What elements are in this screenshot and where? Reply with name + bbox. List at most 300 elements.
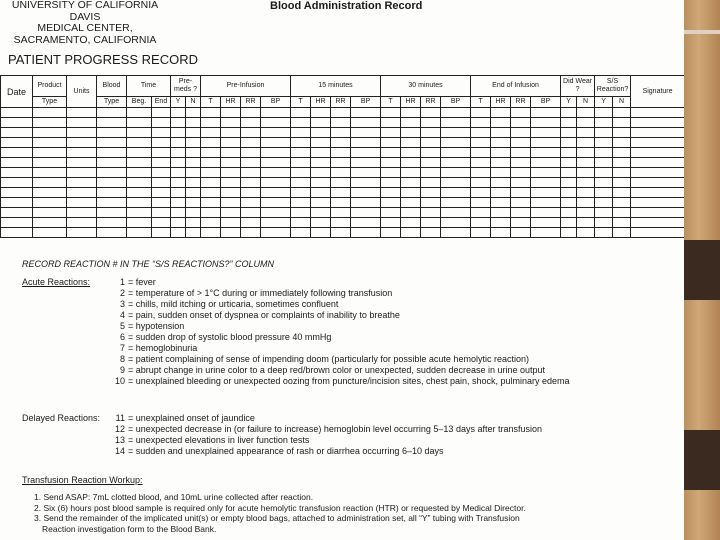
subheader-cell: Beg. xyxy=(127,97,152,108)
table-cell xyxy=(291,138,311,148)
table-cell xyxy=(595,148,613,158)
table-cell xyxy=(441,118,471,128)
table-cell xyxy=(351,188,381,198)
institution-line: SACRAMENTO, CALIFORNIA xyxy=(13,33,157,46)
table-cell xyxy=(401,188,421,198)
table-cell xyxy=(127,158,152,168)
reaction-text: = unexpected decrease in (or failure to increase) hemoglobin level occurring 5–13 days after transfusion xyxy=(128,424,542,434)
subheader-cell: BP xyxy=(351,97,381,108)
table-cell xyxy=(561,228,577,238)
reaction-text: = sudden and unexplained appearance of rash or diarrhea occurring 6–10 days xyxy=(128,446,444,456)
table-cell xyxy=(152,228,171,238)
table-cell xyxy=(331,128,351,138)
table-cell xyxy=(441,148,471,158)
table-cell xyxy=(421,188,441,198)
table-cell xyxy=(261,218,291,228)
table-cell xyxy=(186,218,201,228)
table-cell xyxy=(511,198,531,208)
table-cell xyxy=(577,208,595,218)
table-cell xyxy=(421,198,441,208)
table-cell xyxy=(531,158,561,168)
table-cell xyxy=(351,218,381,228)
table-cell xyxy=(401,138,421,148)
reaction-number: 7 xyxy=(119,343,125,353)
table-cell xyxy=(261,228,291,238)
table-cell xyxy=(401,198,421,208)
workup-line: 1. Send ASAP: 7mL clotted blood, and 10mL urine collected after reaction. xyxy=(34,492,314,502)
table-row xyxy=(1,158,685,168)
table-cell xyxy=(311,198,331,208)
table-cell xyxy=(421,218,441,228)
table-cell xyxy=(33,228,67,238)
table-cell xyxy=(241,228,261,238)
table-cell xyxy=(186,168,201,178)
workup-line: Reaction investigation form to the Blood Bank. xyxy=(42,523,217,534)
table-cell xyxy=(577,108,595,118)
table-cell xyxy=(331,188,351,198)
table-cell xyxy=(577,218,595,228)
table-cell xyxy=(186,108,201,118)
reaction-text: = pain, sudden onset of dyspnea or complaints of inability to breathe xyxy=(128,310,400,320)
table-cell xyxy=(67,218,97,228)
table-cell xyxy=(471,218,491,228)
table-cell xyxy=(613,188,631,198)
table-cell xyxy=(441,228,471,238)
table-cell xyxy=(381,158,401,168)
table-cell xyxy=(441,138,471,148)
table-cell xyxy=(152,118,171,128)
table-cell xyxy=(1,218,33,228)
acute-label: Acute Reactions: xyxy=(22,277,91,287)
table-cell xyxy=(152,108,171,118)
table-cell xyxy=(67,108,97,118)
table-cell xyxy=(291,228,311,238)
table-cell xyxy=(421,138,441,148)
table-cell xyxy=(261,108,291,118)
table-cell xyxy=(97,108,127,118)
table-cell xyxy=(97,118,127,128)
delayed-list xyxy=(105,413,542,457)
table-cell xyxy=(33,178,67,188)
header-date: Date xyxy=(1,76,33,108)
table-cell xyxy=(595,128,613,138)
reaction-item xyxy=(105,435,542,446)
table-cell xyxy=(33,158,67,168)
table-cell xyxy=(221,148,241,158)
table-cell xyxy=(261,148,291,158)
table-cell xyxy=(1,178,33,188)
header-did-wear: Did Wear ? xyxy=(561,76,595,97)
table-cell xyxy=(577,158,595,168)
table-cell xyxy=(67,208,97,218)
reaction-item xyxy=(105,343,570,354)
reaction-item xyxy=(105,365,570,376)
table-cell xyxy=(221,208,241,218)
table-cell xyxy=(33,218,67,228)
table-cell xyxy=(311,118,331,128)
table-cell xyxy=(471,188,491,198)
table-cell xyxy=(127,218,152,228)
table-cell xyxy=(401,158,421,168)
table-cell xyxy=(221,118,241,128)
table-row xyxy=(1,128,685,138)
table-cell xyxy=(577,118,595,128)
table-cell xyxy=(186,208,201,218)
table-cell xyxy=(613,198,631,208)
subheader-cell: Y xyxy=(561,97,577,108)
table-cell xyxy=(201,178,221,188)
table-cell xyxy=(127,128,152,138)
table-cell xyxy=(1,228,33,238)
table-cell xyxy=(1,108,33,118)
table-cell xyxy=(351,128,381,138)
table-cell xyxy=(381,168,401,178)
header-ss-reaction: S/S Reaction? xyxy=(595,76,631,97)
table-cell xyxy=(511,188,531,198)
table-cell xyxy=(401,118,421,128)
table-cell xyxy=(561,178,577,188)
table-cell xyxy=(491,228,511,238)
header-premeds: Pre- meds ? xyxy=(171,76,201,97)
subheader-cell: End xyxy=(152,97,171,108)
table-cell xyxy=(291,128,311,138)
table-cell xyxy=(381,128,401,138)
workup-line: 2. Six (6) hours post blood sample is required only for acute hemolytic transfusion reaction (HTR) or requested by Medical Director. xyxy=(34,502,526,513)
subheader-cell: BP xyxy=(441,97,471,108)
table-cell xyxy=(531,148,561,158)
table-cell xyxy=(491,208,511,218)
table-row xyxy=(1,218,685,228)
table-cell xyxy=(97,138,127,148)
table-cell xyxy=(595,228,613,238)
table-row xyxy=(1,208,685,218)
table-cell xyxy=(67,128,97,138)
table-cell xyxy=(491,218,511,228)
table-cell xyxy=(311,108,331,118)
table-cell xyxy=(221,138,241,148)
table-cell xyxy=(401,178,421,188)
table-cell xyxy=(127,178,152,188)
table-cell xyxy=(401,128,421,138)
reaction-number: 14 xyxy=(114,446,125,456)
table-cell xyxy=(351,108,381,118)
table-cell xyxy=(261,188,291,198)
table-cell xyxy=(171,208,186,218)
table-cell xyxy=(311,188,331,198)
table-cell xyxy=(631,118,684,128)
instructions-title: RECORD REACTION # IN THE “S/S REACTIONS?” COLUMN xyxy=(22,259,275,269)
table-cell xyxy=(311,138,331,148)
section-title: PATIENT PROGRESS RECORD xyxy=(8,52,198,67)
table-cell xyxy=(221,168,241,178)
table-cell xyxy=(152,158,171,168)
table-cell xyxy=(241,108,261,118)
table-cell xyxy=(631,158,684,168)
table-cell xyxy=(561,188,577,198)
table-cell xyxy=(577,148,595,158)
table-cell xyxy=(152,208,171,218)
subheader-cell: Type xyxy=(33,97,67,108)
table-cell xyxy=(67,178,97,188)
table-cell xyxy=(531,118,561,128)
table-cell xyxy=(186,228,201,238)
table-cell xyxy=(331,138,351,148)
table-cell xyxy=(441,168,471,178)
table-cell xyxy=(421,208,441,218)
header-15-minutes: 15 minutes xyxy=(291,76,381,97)
table-cell xyxy=(381,138,401,148)
table-cell xyxy=(471,178,491,188)
table-cell xyxy=(331,148,351,158)
table-cell xyxy=(441,108,471,118)
table-cell xyxy=(511,108,531,118)
table-cell xyxy=(97,168,127,178)
table-cell xyxy=(127,168,152,178)
table-cell xyxy=(201,108,221,118)
reaction-text: = patient complaining of sense of impending doom (particularly for possible acute hemolytic reaction) xyxy=(128,354,529,364)
table-cell xyxy=(631,128,684,138)
table-cell xyxy=(613,228,631,238)
table-cell xyxy=(241,148,261,158)
table-cell xyxy=(421,178,441,188)
table-cell xyxy=(67,228,97,238)
table-cell xyxy=(33,148,67,158)
table-cell xyxy=(441,128,471,138)
table-cell xyxy=(471,228,491,238)
table-cell xyxy=(561,218,577,228)
subheader-cell: HR xyxy=(221,97,241,108)
wood-stripe xyxy=(684,30,720,34)
table-cell xyxy=(511,118,531,128)
table-cell xyxy=(152,138,171,148)
table-cell xyxy=(381,148,401,158)
table-cell xyxy=(595,208,613,218)
table-cell xyxy=(331,118,351,128)
table-cell xyxy=(511,148,531,158)
table-cell xyxy=(351,138,381,148)
table-cell xyxy=(127,228,152,238)
table-cell xyxy=(127,148,152,158)
table-row xyxy=(1,178,685,188)
delayed-label: Delayed Reactions: xyxy=(22,413,101,423)
table-cell xyxy=(1,188,33,198)
reaction-item xyxy=(105,424,542,435)
table-cell xyxy=(67,168,97,178)
table-cell xyxy=(561,198,577,208)
table-cell xyxy=(261,158,291,168)
table-cell xyxy=(1,148,33,158)
table-cell xyxy=(577,228,595,238)
table-cell xyxy=(511,218,531,228)
table-cell xyxy=(241,138,261,148)
table-cell xyxy=(613,128,631,138)
table-cell xyxy=(613,208,631,218)
table-cell xyxy=(261,198,291,208)
table-cell xyxy=(127,118,152,128)
table-cell xyxy=(441,188,471,198)
reaction-text: = sudden drop of systolic blood pressure 40 mmHg xyxy=(128,332,332,342)
progress-table xyxy=(0,75,684,238)
table-cell xyxy=(613,148,631,158)
table-cell xyxy=(67,188,97,198)
subheader-cell: Y xyxy=(595,97,613,108)
table-cell xyxy=(201,148,221,158)
table-cell xyxy=(531,198,561,208)
reaction-number: 6 xyxy=(119,332,125,342)
subheader-cell: T xyxy=(471,97,491,108)
subheader-cell: N xyxy=(577,97,595,108)
subheader-cell: N xyxy=(186,97,201,108)
table-cell xyxy=(97,178,127,188)
table-cell xyxy=(491,128,511,138)
table-cell xyxy=(171,218,186,228)
institution-header xyxy=(10,0,160,46)
table-cell xyxy=(152,178,171,188)
table-cell xyxy=(1,138,33,148)
table-cell xyxy=(331,108,351,118)
table-cell xyxy=(311,128,331,138)
table-cell xyxy=(171,158,186,168)
reaction-number: 9 xyxy=(119,365,125,375)
table-cell xyxy=(97,218,127,228)
table-cell xyxy=(381,118,401,128)
table-cell xyxy=(201,218,221,228)
table-cell xyxy=(186,128,201,138)
table-cell xyxy=(291,178,311,188)
subheader-cell: HR xyxy=(491,97,511,108)
table-cell xyxy=(531,128,561,138)
table-cell xyxy=(351,228,381,238)
table-cell xyxy=(421,158,441,168)
table-cell xyxy=(381,218,401,228)
table-cell xyxy=(221,198,241,208)
table-cell xyxy=(613,218,631,228)
table-cell xyxy=(97,208,127,218)
table-cell xyxy=(97,158,127,168)
wood-background xyxy=(684,0,720,540)
table-cell xyxy=(201,228,221,238)
table-cell xyxy=(261,138,291,148)
table-cell xyxy=(127,108,152,118)
table-cell xyxy=(201,138,221,148)
subheader-cell: RR xyxy=(331,97,351,108)
table-cell xyxy=(201,118,221,128)
table-cell xyxy=(577,198,595,208)
subheader-cell: T xyxy=(201,97,221,108)
reaction-number: 13 xyxy=(114,435,125,445)
table-cell xyxy=(471,198,491,208)
workup-label: Transfusion Reaction Workup: xyxy=(22,475,143,485)
reaction-text: = hypotension xyxy=(128,321,185,331)
table-cell xyxy=(291,218,311,228)
table-cell xyxy=(595,218,613,228)
table-cell xyxy=(401,108,421,118)
reaction-item xyxy=(105,354,570,365)
table-cell xyxy=(381,208,401,218)
table-cell xyxy=(1,198,33,208)
table-row xyxy=(1,198,685,208)
reaction-item xyxy=(105,321,570,332)
table-cell xyxy=(67,148,97,158)
table-cell xyxy=(33,138,67,148)
subheader-cell: RR xyxy=(241,97,261,108)
subheader-cell: HR xyxy=(311,97,331,108)
table-cell xyxy=(401,218,421,228)
table-cell xyxy=(631,138,684,148)
table-cell xyxy=(491,118,511,128)
table-cell xyxy=(561,208,577,218)
table-cell xyxy=(171,178,186,188)
header-blood: Blood xyxy=(97,76,127,97)
table-cell xyxy=(311,208,331,218)
table-cell xyxy=(561,138,577,148)
reaction-item xyxy=(105,277,570,288)
table-cell xyxy=(631,198,684,208)
table-cell xyxy=(491,198,511,208)
table-cell xyxy=(511,178,531,188)
table-cell xyxy=(311,178,331,188)
table-cell xyxy=(531,168,561,178)
table-cell xyxy=(67,118,97,128)
table-cell xyxy=(152,128,171,138)
table-cell xyxy=(221,158,241,168)
table-cell xyxy=(221,128,241,138)
table-row xyxy=(1,168,685,178)
table-cell xyxy=(595,158,613,168)
table-cell xyxy=(491,108,511,118)
table-cell xyxy=(561,148,577,158)
table-cell xyxy=(421,228,441,238)
table-cell xyxy=(171,108,186,118)
table-cell xyxy=(331,208,351,218)
reaction-number: 4 xyxy=(119,310,125,320)
table-cell xyxy=(631,208,684,218)
table-cell xyxy=(531,218,561,228)
table-cell xyxy=(1,168,33,178)
table-cell xyxy=(152,218,171,228)
header-signature: Signature xyxy=(631,76,684,108)
header-time: Time xyxy=(127,76,171,97)
table-cell xyxy=(311,168,331,178)
table-cell xyxy=(186,198,201,208)
wood-stripe xyxy=(684,430,720,490)
table-cell xyxy=(201,208,221,218)
table-cell xyxy=(127,188,152,198)
subheader-cell: T xyxy=(381,97,401,108)
table-cell xyxy=(561,128,577,138)
reaction-item xyxy=(105,288,570,299)
table-cell xyxy=(577,188,595,198)
table-cell xyxy=(97,188,127,198)
table-cell xyxy=(33,108,67,118)
table-cell xyxy=(186,138,201,148)
table-cell xyxy=(491,138,511,148)
reaction-text: = abrupt change in urine color to a deep red/brown color or unexpected, sudden decrease in urine output xyxy=(128,365,546,375)
table-cell xyxy=(531,138,561,148)
table-cell xyxy=(491,168,511,178)
table-cell xyxy=(595,138,613,148)
table-cell xyxy=(201,168,221,178)
table-cell xyxy=(152,188,171,198)
reaction-text: = temperature of > 1°C during or immediately following transfusion xyxy=(128,288,393,298)
table-cell xyxy=(241,158,261,168)
table-cell xyxy=(471,108,491,118)
table-cell xyxy=(127,198,152,208)
table-cell xyxy=(511,208,531,218)
table-cell xyxy=(561,158,577,168)
table-row xyxy=(1,118,685,128)
table-cell xyxy=(381,228,401,238)
